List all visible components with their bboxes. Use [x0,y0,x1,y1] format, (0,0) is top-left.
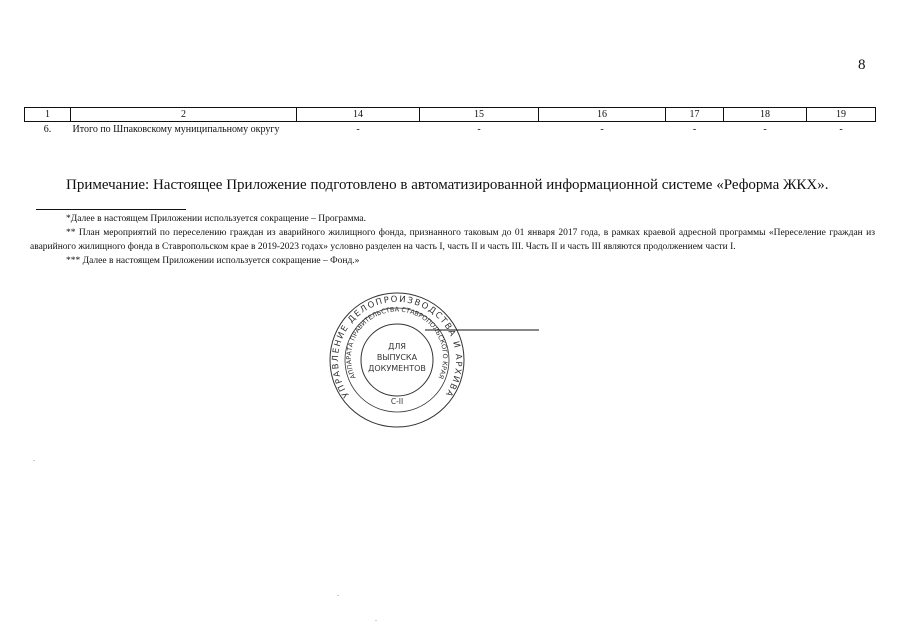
page-number: 8 [858,57,866,73]
footnote: ** План мероприятий по переселению граждан из аварийного жилищного фонда, признанного таковым до 01 января 2017 года, в рамках краевой адресной программы «Переселение граждан из аварийного жилищного фонда в Ставропольском крае в 2019-2023 годах» условно разделен на часть I, часть II и часть III. Часть II и часть III являются продолжением части I. [30,228,875,252]
footnote: *** Далее в настоящем Приложении используется сокращение – Фонд.» [66,256,360,266]
footnote: *Далее в настоящем Приложении используется сокращение – Программа. [66,214,367,224]
col-header: 14 [297,108,420,122]
table-cell: - [600,124,604,135]
stamp-center-line: ДЛЯ [388,342,406,351]
table-row [25,122,876,138]
stamp-center-line: ВЫПУСКА [376,353,418,362]
col-header: 17 [666,108,724,122]
table-cell: - [763,124,767,135]
col-header: 16 [539,108,666,122]
col-header: 1 [25,108,71,122]
stamp-center-line: ДОКУМЕНТОВ [368,364,426,373]
table-cell: - [839,124,843,135]
scan-speck [375,620,377,621]
footnote-separator [36,209,186,210]
row-number: 6. [43,124,52,135]
scan-speck [337,595,339,596]
col-header: 18 [724,108,807,122]
col-header: 2 [71,108,297,122]
row-name: Итого по Шпаковскому муниципальному округу [72,124,280,135]
stamp-code: С-II [390,397,404,406]
table-cell: - [477,124,481,135]
table-header-row [25,108,876,122]
stamp-outer-text: УПРАВЛЕНИЕ ДЕЛОПРОИЗВОДСТВА И АРХИВА [330,294,464,400]
stamp-inner-text: АППАРАТА ПРАВИТЕЛЬСТВА СТАВРОПОЛЬСКОГО КРАЯ [344,305,450,381]
table-cell: - [692,124,697,135]
data-table [24,107,876,137]
col-header: 19 [807,108,876,122]
table-cell: - [356,124,360,135]
footnotes [30,212,875,268]
appendix-note: Примечание: Настоящее Приложение подготовлено в автоматизированной информационной системе «Реформа ЖКХ». [66,177,829,193]
official-stamp [327,290,557,430]
col-header: 15 [420,108,539,122]
scan-speck [33,460,35,461]
